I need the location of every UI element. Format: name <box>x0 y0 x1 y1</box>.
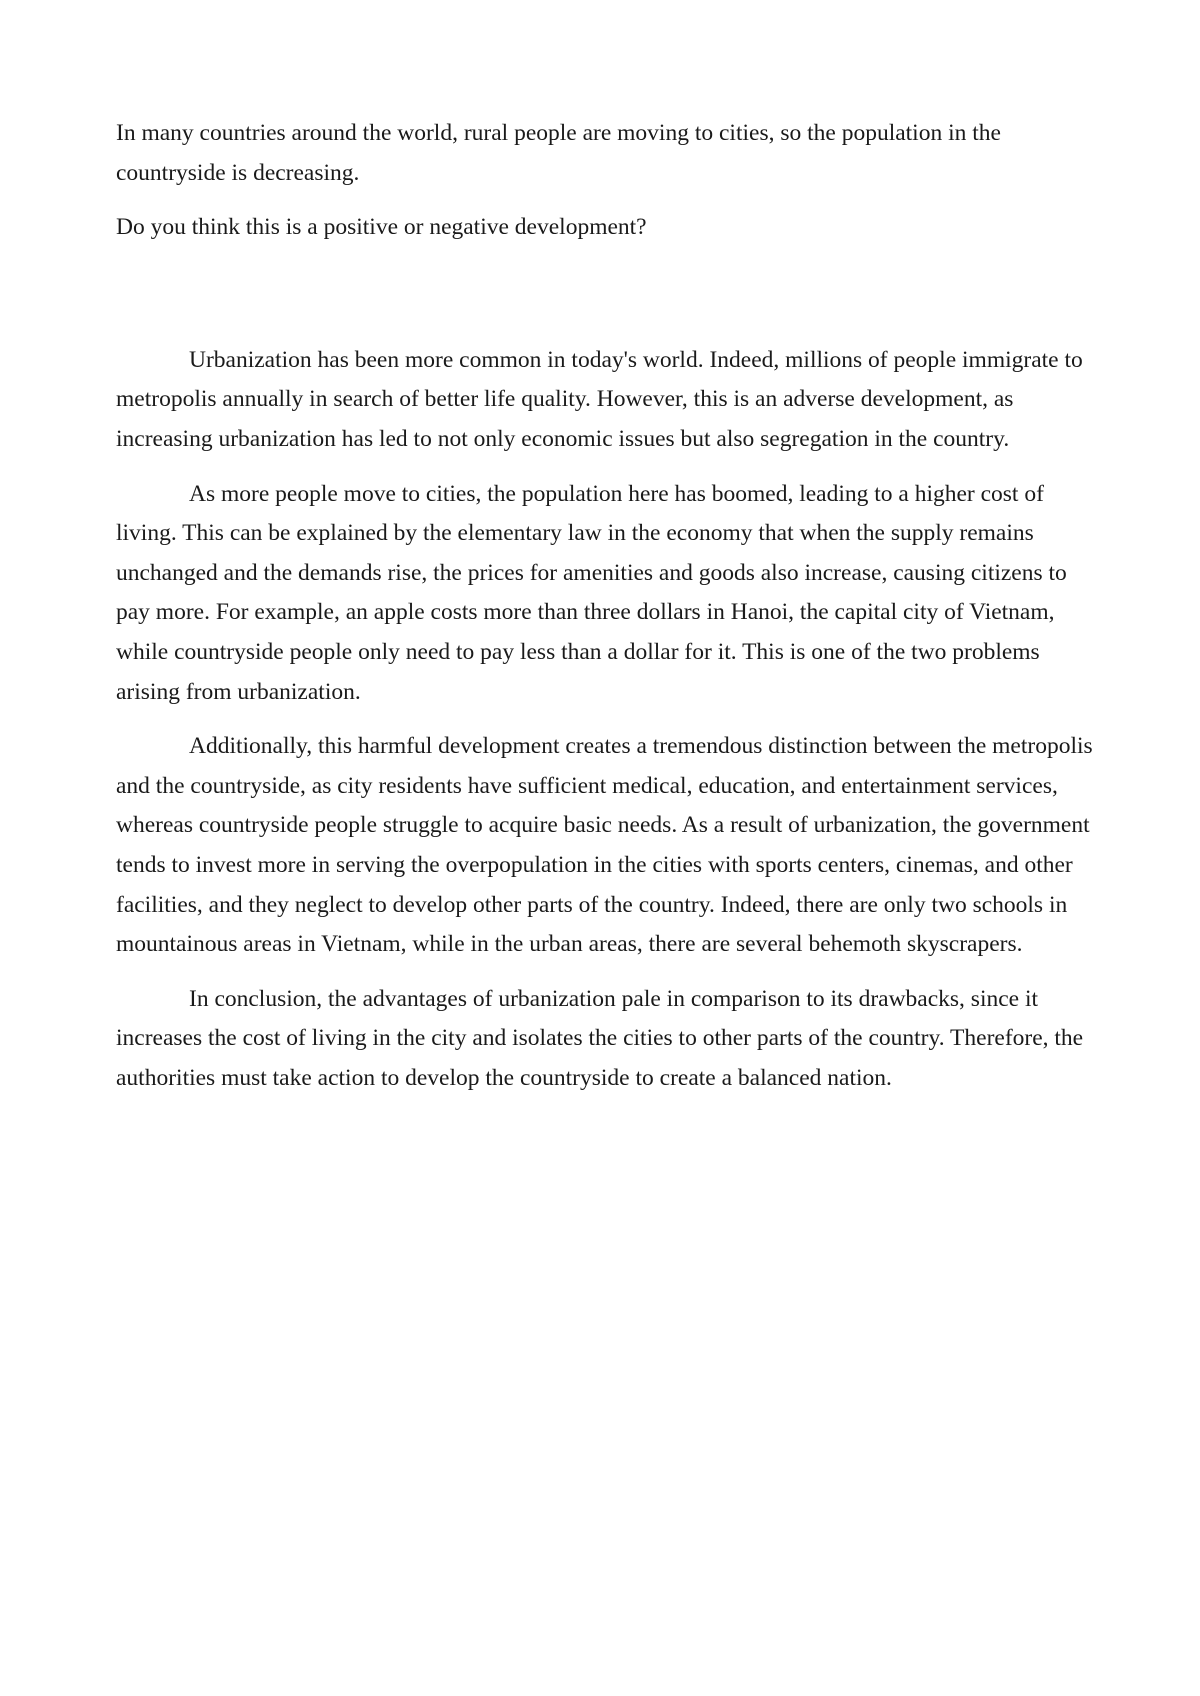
essay-body-paragraph-2: Additionally, this harmful development creates a tremendous distinction between the metropolis and the countryside, as city residents have sufficient medical, education, and entertainment services, whereas countryside people struggle to acquire basic needs. As a result of urbanization, the government tends to invest more in serving the overpopulation in the cities with sports centers, cinemas, and other facilities, and they neglect to develop other parts of the country. Indeed, there are only two schools in mountainous areas in Vietnam, while in the urban areas, there are several behemoth skyscrapers. <box>116 733 1093 958</box>
essay-introduction: Urbanization has been more common in today's world. Indeed, millions of people immigrate to metropolis annually in search of better life quality. However, this is an adverse development, as increasing urbanization has led to not only economic issues but also segregation in the country. <box>116 346 1083 452</box>
document-body <box>116 114 1106 1113</box>
prompt-statement: In many countries around the world, rural people are moving to cities, so the population in the countryside is decreasing. <box>116 120 1001 186</box>
essay-body-paragraph-1: As more people move to cities, the population here has boomed, leading to a higher cost of living. This can be explained by the elementary law in the economy that when the supply remains unchanged and the demands rise, the prices for amenities and goods also increase, causing citizens to pay more. For example, an apple costs more than three dollars in Hanoi, the capital city of Vietnam, while countryside people only need to pay less than a dollar for it. This is one of the two problems arising from urbanization. <box>116 480 1067 705</box>
essay-conclusion: In conclusion, the advantages of urbanization pale in comparison to its drawbacks, since it increases the cost of living in the city and isolates the cities to other parts of the country. Therefore, the authorities must take action to develop the countryside to create a balanced nation. <box>116 985 1084 1091</box>
section-spacer <box>116 263 1106 341</box>
prompt-question: Do you think this is a positive or negative development? <box>116 214 647 241</box>
